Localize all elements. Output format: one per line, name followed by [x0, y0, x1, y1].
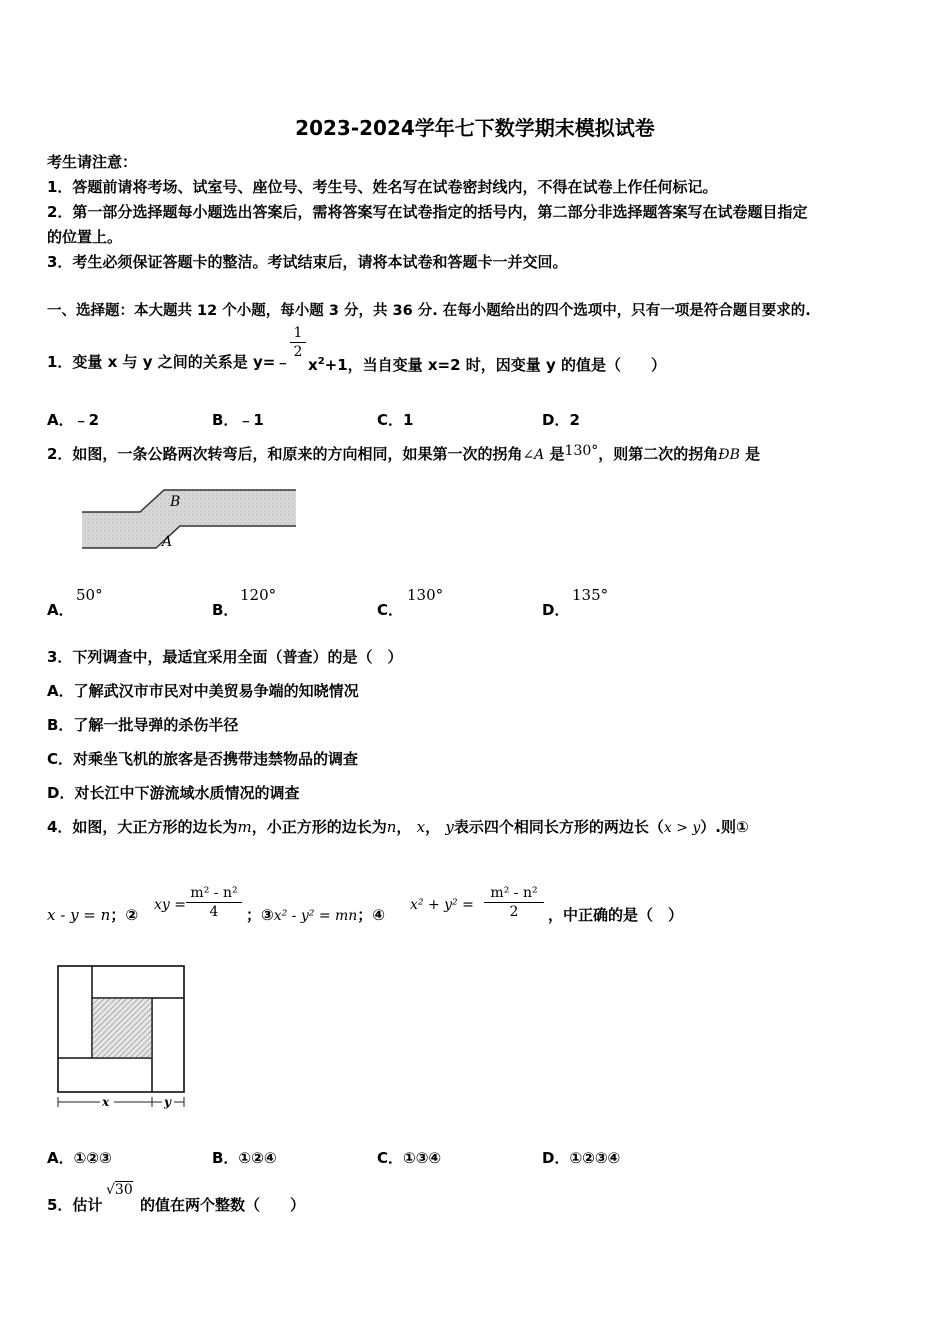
q1-frac-den: 2 [293, 344, 303, 360]
q2-stem-c: ，则第二次的拐角 [598, 445, 719, 463]
q4-option-a[interactable]: A．①②③ [47, 1149, 112, 1167]
q4-stem-e: 表示四个相同长方形的两边长（ [453, 818, 664, 836]
q1-option-c[interactable]: C．1 [377, 411, 414, 429]
q4-s4-label: ；④ [357, 906, 385, 924]
q1-stem-b: x [308, 356, 318, 374]
fig-label-x: x [102, 1095, 110, 1109]
q4-statement-3 [246, 905, 385, 926]
fig-label-y: y [164, 1095, 171, 1109]
q4-s1: x - y = n [47, 906, 111, 924]
q4-s2-label: ；② [110, 906, 139, 924]
q3-option-d[interactable]: D．对长江中下游流域水质情况的调查 [47, 784, 300, 802]
q1-option-d[interactable]: D．2 [542, 411, 580, 429]
q2-angle-b: ÐB [718, 447, 740, 463]
q2-option-c-value[interactable]: 130° [407, 586, 444, 604]
q2-option-d-value[interactable]: 135° [572, 586, 609, 604]
q3-option-b[interactable]: B．了解一批导弹的杀伤半径 [47, 716, 239, 734]
q4-stem-a: 4．如图，大正方形的边长为 [47, 818, 238, 836]
q2-angle-val: 130° [564, 443, 599, 459]
q1-stem-rest [308, 352, 666, 375]
q2-angle-a: ∠A [522, 447, 545, 463]
q4-s4-num: m² - n² [490, 885, 538, 901]
q2-stem-b: 是 [549, 445, 565, 463]
q4-tail: ，中正确的是（ ） [548, 906, 684, 924]
fig-label-b: B [170, 494, 181, 510]
road-figure [80, 482, 300, 556]
notice-item: 3．考生必须保证答题卡的整洁。考试结束后，请将本试卷和答题卡一并交回。 [47, 253, 568, 271]
q2-stem [47, 444, 760, 465]
q1-option-b[interactable]: B．﹣1 [212, 411, 264, 429]
q3-option-c[interactable]: C．对乘坐飞机的旅客是否携带违禁物品的调查 [47, 750, 359, 768]
q4-s4-lhs: x² + y² = [410, 897, 474, 913]
q4-condition: x > y [663, 820, 701, 836]
q2-option-b-value[interactable]: 120° [240, 586, 277, 604]
q4-var-y: y [445, 818, 454, 836]
q5-stem-a: 5．估计 [47, 1196, 103, 1214]
q5-stem-b: 的值在两个整数（ ） [140, 1196, 306, 1214]
q2-stem-a: 2．如图，一条公路两次转弯后，和原来的方向相同，如果第一次的拐角 [47, 445, 523, 463]
q4-statement-1 [47, 905, 138, 925]
q1-option-a[interactable]: A．﹣2 [47, 411, 100, 429]
road-surface [82, 490, 296, 548]
notice-item: 2．第一部分选择题每小题选出答案后，需将答案写在试卷指定的括号内，第二部分非选择题答案写在试卷题目指定 [47, 203, 808, 221]
q4-stem-b: ，小正方形的边长为 [251, 818, 387, 836]
q4-s3-label: ；③ [246, 906, 274, 924]
q4-var-n: n [386, 818, 397, 836]
q1-stem [47, 352, 290, 372]
q4-option-b[interactable]: B．①②④ [212, 1149, 277, 1167]
notice-heading: 考生请注意： [47, 153, 138, 171]
q1-fraction [290, 324, 306, 361]
q2-option-d-letter[interactable]: D． [542, 601, 570, 619]
q2-option-a-letter[interactable]: A． [47, 601, 74, 619]
q1-stem-c: +1，当自变量 x=2 时，因变量 y 的值是（ ） [324, 356, 667, 374]
q2-option-c-letter[interactable]: C． [377, 601, 404, 619]
q2-option-a-value[interactable]: 50° [76, 586, 103, 604]
q4-option-c[interactable]: C．①③④ [377, 1149, 442, 1167]
q4-s2-fraction [186, 884, 242, 921]
q1-stem-a: 1．变量 x 与 y 之间的关系是 y=﹣ [47, 353, 291, 371]
q4-s3: x² - y² = mn [273, 908, 358, 924]
q4-s4-den: 2 [509, 904, 519, 920]
q4-s2-num: m² - n² [190, 885, 238, 901]
q4-stem-c: ， [396, 818, 412, 836]
q5-radicand: 30 [114, 1182, 133, 1198]
q5-sqrt [106, 1182, 133, 1198]
page-title: 2023-2024学年七下数学期末模拟试卷 [295, 116, 655, 140]
q4-stem-d: ， [425, 818, 441, 836]
q3-stem: 3．下列调查中，最适宜采用全面（普查）的是（ ） [47, 648, 403, 666]
q4-s2-den: 4 [209, 904, 219, 920]
squares-figure [52, 960, 192, 1112]
q4-stem [47, 817, 749, 838]
fig-label-a: A [162, 534, 173, 550]
small-square [92, 998, 152, 1058]
q4-var-m: m [237, 818, 252, 836]
section-heading: 一、选择题：本大题共 12 个小题，每小题 3 分，共 36 分. 在每小题给出的四个选项中，只有一项是符合题目要求的. [47, 303, 811, 319]
q4-s4-fraction [484, 884, 544, 921]
notice-item: 1．答题前请将考场、试室号、座位号、考生号、姓名写在试卷密封线内，不得在试卷上作任何标记。 [47, 178, 718, 196]
q4-s2-lhs: xy = [154, 897, 186, 913]
q4-option-d[interactable]: D．①②③④ [542, 1149, 621, 1167]
q3-option-a[interactable]: A．了解武汉市市民对中美贸易争端的知晓情况 [47, 682, 359, 700]
sqrt-sign: √ [106, 1182, 115, 1198]
q2-option-b-letter[interactable]: B． [212, 601, 239, 619]
q1-sup: 2 [317, 356, 325, 367]
q2-stem-d: 是 [745, 445, 761, 463]
notice-item: 的位置上。 [47, 228, 123, 246]
q4-var-x: x [416, 818, 426, 836]
q1-frac-num: 1 [293, 325, 303, 341]
q4-stem-f: ）.则① [700, 818, 749, 836]
